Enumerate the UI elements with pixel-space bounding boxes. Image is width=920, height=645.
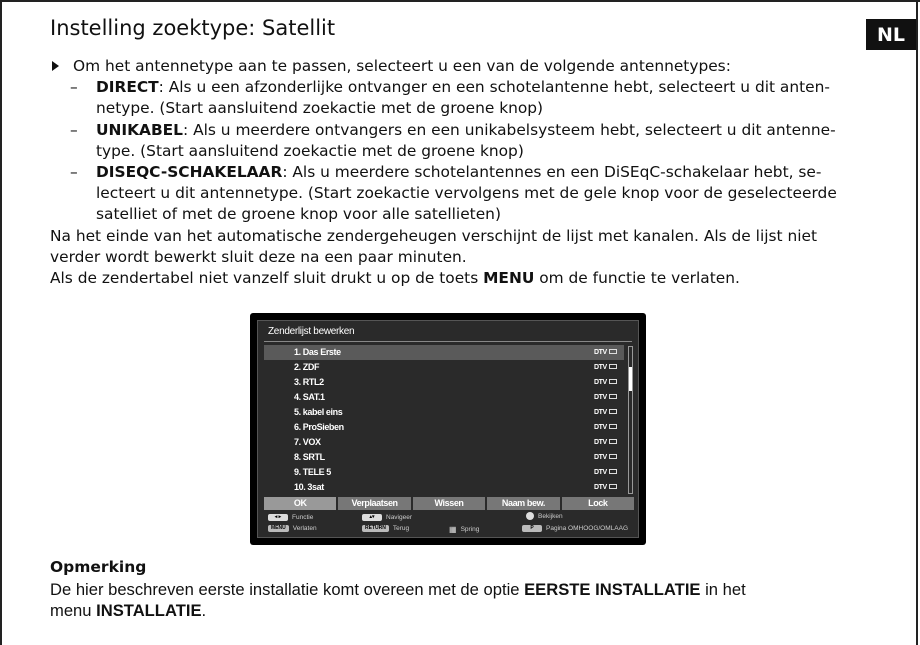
channel-type: DTV: [594, 484, 607, 491]
channel-row[interactable]: [264, 435, 624, 450]
tv-panel: [257, 320, 639, 538]
help-navigeer: [362, 514, 412, 521]
antenna-type-unikabel: [50, 120, 850, 162]
note-line: [50, 579, 746, 600]
channel-name: 7. VOX: [294, 437, 321, 447]
help-functie: [268, 514, 313, 521]
help-terug: [362, 525, 409, 532]
channel-scrollbar[interactable]: [628, 346, 633, 494]
tv-icon: [609, 409, 617, 414]
item-line: lecteert u dit antennetype. (Start zoekactie vervolgens met de gele knop voor de geselecteerde: [96, 184, 837, 203]
item-line: [96, 162, 850, 183]
help-label: Verlaten: [292, 525, 317, 532]
item-line: satelliet of met de groene knop voor alle satellieten): [96, 205, 501, 224]
ok-button-icon: [526, 512, 534, 520]
antenna-type-diseqc: [50, 162, 850, 226]
channel-type: DTV: [594, 439, 607, 446]
tv-icon: [609, 424, 617, 429]
channel-row[interactable]: [264, 420, 624, 435]
text: menu: [50, 601, 97, 620]
tv-icon: [609, 379, 617, 384]
channel-row[interactable]: [264, 405, 624, 420]
channel-name: 6. ProSieben: [294, 422, 344, 432]
body-text: [50, 56, 850, 289]
channel-type: DTV: [594, 349, 607, 356]
tv-icon: [609, 484, 617, 489]
paragraph-line: Na het einde van het automatische zendergeheugen verschijnt de lijst met kanalen. Als de lijst niet: [50, 226, 817, 245]
help-pagina: [522, 525, 628, 532]
channel-row[interactable]: [264, 450, 624, 465]
text: .: [201, 601, 207, 620]
paragraph-channel-list: [50, 226, 850, 268]
page-title: Instelling zoektype: Satellit: [50, 16, 336, 40]
tv-icon: [609, 349, 617, 354]
channel-type: DTV: [594, 394, 607, 401]
channel-name: 8. SRTL: [294, 452, 325, 462]
item-line: netype. (Start aansluitend zoekactie met de groene knop): [96, 99, 544, 118]
dash-icon: –: [70, 78, 78, 97]
channel-row[interactable]: [264, 375, 624, 390]
note-heading: Opmerking: [50, 558, 147, 576]
note-emphasis: INSTALLATIE: [96, 601, 202, 620]
page-top-border: [0, 0, 920, 2]
help-label: Bekijken: [538, 512, 563, 520]
bullet-arrow-icon: [52, 61, 59, 71]
channel-type: DTV: [594, 364, 607, 371]
text: Als de zendertabel niet vanzelf sluit drukt u op de toets: [50, 269, 484, 288]
channel-row[interactable]: [264, 465, 624, 480]
channel-row[interactable]: [264, 390, 624, 405]
help-label: Spring: [460, 526, 480, 533]
channel-name: 5. kabel eins: [294, 407, 343, 417]
item-term: DIRECT: [96, 78, 159, 97]
paragraph-line: [50, 268, 850, 289]
dash-icon: –: [70, 163, 78, 182]
channel-name: 9. TELE 5: [294, 467, 331, 477]
tv-icon: [609, 394, 617, 399]
tab-naam-bewerken[interactable]: Naam bew.: [487, 497, 559, 510]
note-emphasis: EERSTE INSTALLATIE: [524, 580, 701, 599]
action-bar: [264, 497, 634, 510]
tv-icon: [609, 439, 617, 444]
channel-type: DTV: [594, 409, 607, 416]
menu-key-icon: MENU: [268, 525, 289, 532]
note-body: [50, 579, 746, 621]
help-label: Pagina OMHOOG/OMLAAG: [546, 525, 628, 532]
scroll-thumb[interactable]: [629, 367, 632, 391]
note-line: [50, 600, 746, 621]
key-help: [264, 512, 634, 536]
tv-icon: [609, 454, 617, 459]
channel-row[interactable]: [264, 345, 624, 360]
tv-icon: [609, 469, 617, 474]
tab-ok[interactable]: OK: [264, 497, 336, 510]
divider: [264, 341, 632, 342]
return-key-icon: RETURN: [362, 525, 389, 532]
antenna-type-direct: [50, 77, 850, 119]
tab-wissen[interactable]: Wissen: [413, 497, 485, 510]
up-down-key-icon: ▴▾: [362, 514, 382, 521]
paragraph-line: verder wordt bewerkt sluit deze na een paar minuten.: [50, 247, 467, 266]
left-right-key-icon: ◂ ▸: [268, 514, 288, 521]
tab-verplaatsen[interactable]: Verplaatsen: [338, 497, 410, 510]
tv-screenshot: [250, 313, 646, 545]
channel-row[interactable]: [264, 480, 624, 495]
channel-name: 3. RTL2: [294, 377, 324, 387]
help-label: Functie: [292, 514, 314, 521]
dash-icon: –: [70, 120, 78, 139]
text: om de functie te verlaten.: [534, 269, 740, 288]
number-keys-icon: ▦: [449, 525, 457, 534]
item-line: [96, 77, 850, 98]
item-text: : Als u een afzonderlijke ontvanger en een schotelantenne hebt, selecteert u dit anten-: [158, 78, 830, 97]
tv-title: Zenderlijst bewerken: [268, 326, 355, 337]
channel-name: 10. 3sat: [294, 482, 324, 492]
tab-lock[interactable]: Lock: [562, 497, 634, 510]
help-label: Terug: [392, 525, 410, 532]
help-label: Navigeer: [386, 514, 413, 521]
item-text: : Als u meerdere ontvangers en een unikabelsysteem hebt, selecteert u dit antenne-: [183, 120, 836, 139]
channel-list: [264, 345, 624, 495]
help-bekijken: [526, 512, 563, 520]
menu-key-label: MENU: [483, 269, 535, 288]
paragraph-menu-key: [50, 268, 850, 289]
channel-type: DTV: [594, 424, 607, 431]
page-left-border: [0, 0, 2, 645]
channel-row[interactable]: [264, 360, 624, 375]
text: De hier beschreven eerste installatie komt overeen met de optie: [50, 580, 525, 599]
intro-line: [50, 56, 850, 77]
help-verlaten: [268, 525, 317, 532]
channel-type: DTV: [594, 469, 607, 476]
item-line: type. (Start aansluitend zoekactie met de groene knop): [96, 141, 524, 160]
channel-type: DTV: [594, 454, 607, 461]
channel-name: 1. Das Erste: [294, 347, 341, 357]
channel-name: 2. ZDF: [294, 362, 320, 372]
item-line: [96, 120, 850, 141]
page-right-border: [916, 0, 918, 645]
item-term: DISEQC-SCHAKELAAR: [96, 163, 283, 182]
channel-type: DTV: [594, 379, 607, 386]
item-term: UNIKABEL: [96, 120, 183, 139]
language-badge: NL: [866, 19, 916, 50]
tv-icon: [609, 364, 617, 369]
item-text: : Als u meerdere schotelantennes en een DiSEqC-schakelaar hebt, se-: [282, 163, 822, 182]
text: in het: [700, 580, 746, 599]
page-key-icon: P: [522, 525, 542, 532]
channel-name: 4. SAT.1: [294, 392, 325, 402]
intro-text: Om het antennetype aan te passen, selecteert u een van de volgende antennetypes:: [73, 57, 731, 75]
help-spring: [449, 525, 479, 534]
